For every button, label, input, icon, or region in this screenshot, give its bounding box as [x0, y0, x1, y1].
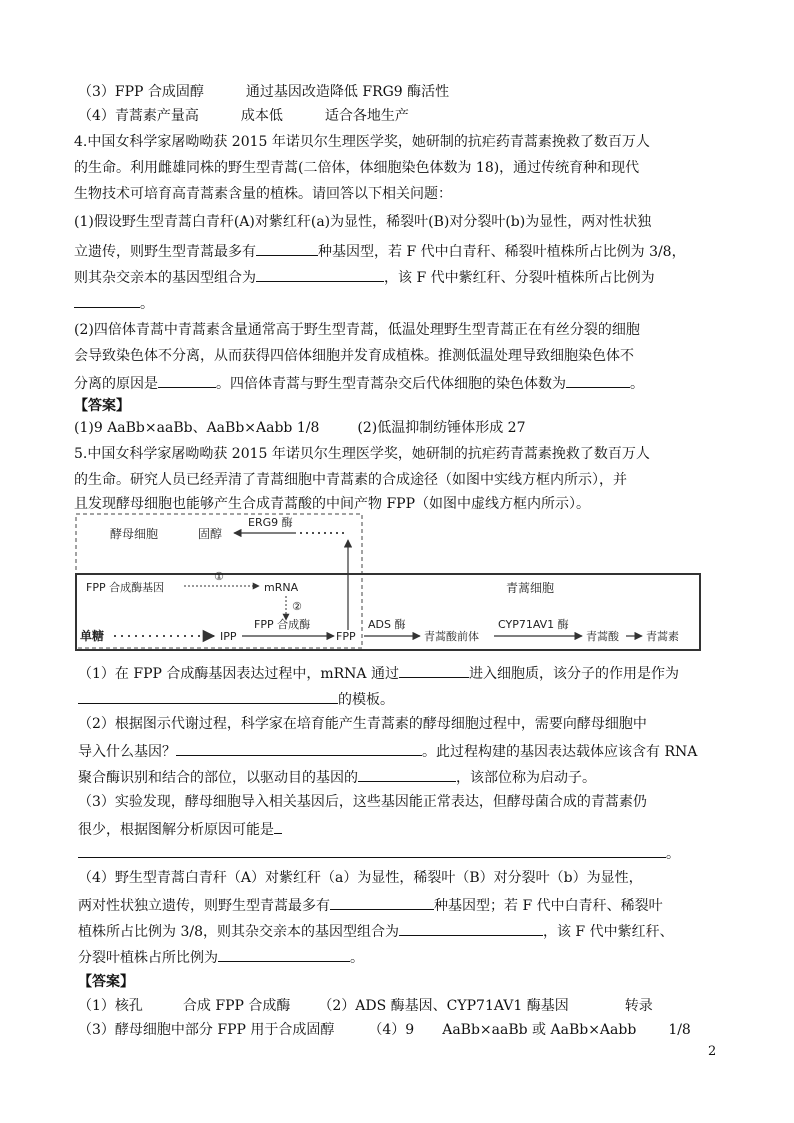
text: （3）酵母细胞中部分 FPP 用于合成固醇	[78, 1022, 335, 1038]
ipp-label: IPP	[220, 630, 237, 643]
text: ，该部位称为启动子。	[456, 770, 596, 786]
fpp-label: FPP	[336, 630, 356, 643]
monosaccharide-label: 单糖	[80, 629, 105, 643]
text: （2）ADS 酶基因、CYP71AV1 酶基因	[318, 998, 569, 1014]
q4-answer	[74, 418, 525, 438]
q4-stem-3: 生物技术可培育高青蒿素含量的植株。请回答以下相关问题：	[74, 186, 452, 202]
text: （1）核孔	[78, 998, 143, 1014]
q5-part4-4	[78, 946, 364, 968]
answer-blank[interactable]	[358, 766, 456, 782]
text: ，该 F 代中紫红秆、	[542, 924, 674, 940]
answer-line-4	[78, 106, 409, 126]
text: 分裂叶植株占所比例为	[78, 950, 218, 966]
q4-part2-1: (2)四倍体青蒿中青蒿素含量通常高于野生型青蒿，低温处理野生型青蒿正在有丝分裂的细胞	[74, 322, 640, 338]
q5-part3-2	[78, 818, 282, 840]
q5-part3-3	[78, 842, 680, 864]
q5-part1-1	[78, 662, 679, 684]
yeast-cell-label: 酵母细胞	[110, 527, 159, 541]
artemisinin-label: 青蒿素	[646, 630, 679, 643]
q5-stem-3: 且发现酵母细胞也能够产生合成青蒿酸的中间产物 FPP（如图中虚线方框内所示）。	[74, 496, 591, 512]
answer-line-3	[78, 82, 449, 102]
answer-blank[interactable]	[78, 842, 666, 858]
q5-part4-1: （4）野生型青蒿白青秆（A）对紫红秆（a）为显性，稀裂叶（B）对分裂叶（b）为显性，	[78, 870, 643, 886]
text: 进入细胞质，该分子的作用是作为	[469, 666, 679, 682]
q5-part3-1: （3）实验发现，酵母细胞导入相关基因后，这些基因能正常表达，但酵母菌合成的青蒿素仍	[78, 794, 647, 810]
text: 。此过程构建的基因表达载体应该含有 RNA	[422, 744, 698, 760]
text: 聚合酶识别和结合的部位，以驱动目的基因的	[78, 770, 358, 786]
text: 。四倍体青蒿与野生型青蒿杂交后代体细胞的染色体数为	[216, 376, 566, 392]
text: AaBb×aaBb 或 AaBb×Aabb	[442, 1022, 637, 1038]
q5-part1-2	[78, 688, 394, 710]
biosynthesis-pathway-diagram	[74, 512, 702, 652]
q4-stem-2: 的生命。利用雌雄同株的野生型青蒿(二倍体，体细胞染色体数为 18)，通过传统育种和现代	[74, 160, 640, 176]
text: （4）青蒿素产量高	[78, 108, 199, 124]
text: 很少，根据图解分析原因可能是	[78, 822, 274, 838]
answer-blank[interactable]	[399, 920, 543, 936]
text: 转录	[624, 998, 653, 1014]
fpp-gene-label: FPP 合成酶基因	[86, 581, 165, 594]
text: （3）FPP 合成固醇	[78, 84, 204, 100]
text: 种基因型；若 F 代中白青秆、稀裂叶	[434, 898, 663, 914]
text: （4）9	[368, 1022, 415, 1038]
text: 的模板。	[338, 692, 394, 708]
text: 通过基因改造降低 FRG9 酶活性	[245, 84, 450, 100]
text: 分离的原因是	[74, 376, 158, 392]
text: （1）在 FPP 合成酶基因表达过程中，mRNA 通过	[78, 666, 399, 682]
text: 成本低	[240, 108, 283, 124]
text: 。	[350, 950, 364, 966]
q5-part2-3	[78, 766, 596, 788]
answer-blank[interactable]	[158, 372, 216, 388]
q4-part1-2	[74, 240, 686, 262]
text: 两对性状独立遗传，则野生型青蒿最多有	[78, 898, 330, 914]
answer-blank[interactable]	[176, 740, 422, 756]
q4-part2-3	[74, 372, 644, 394]
mrna-label: mRNA	[264, 581, 299, 594]
answer-blank[interactable]	[78, 688, 338, 704]
q5-answer-2	[78, 1020, 691, 1040]
answer-blank[interactable]	[256, 266, 384, 282]
text: 立遗传，则野生型青蒿最多有	[74, 244, 256, 260]
text: 植株所占比例为 3/8，则其杂交亲本的基因型组合为	[78, 924, 399, 940]
text: 合成 FPP 合成酶	[182, 998, 291, 1014]
artemisia-cell-label: 青蒿细胞	[506, 581, 555, 595]
text: 。	[666, 846, 680, 862]
q5-part4-2	[78, 894, 663, 916]
q5-part2-1: （2）根据图示代谢过程，科学家在培育能产生青蒿素的酵母细胞过程中，需要向酵母细胞中	[78, 716, 647, 732]
artemisinic-acid-label: 青蒿酸	[586, 630, 619, 643]
answer-blank[interactable]	[274, 818, 282, 834]
answer-blank[interactable]	[74, 292, 140, 308]
text: 导入什么基因？	[78, 744, 176, 760]
q5-stem-1: 5.中国女科学家屠呦呦获 2015 年诺贝尔生理医学奖，她研制的抗疟药青蒿素挽救了数百万人	[74, 446, 650, 462]
text: 适合各地生产	[324, 108, 409, 124]
answer-heading: 【答案】	[74, 398, 130, 414]
text: 则其杂交亲本的基因型组合为	[74, 270, 256, 286]
answer-blank[interactable]	[256, 240, 318, 256]
page-number: 2	[708, 1044, 717, 1059]
q4-part1-3	[74, 266, 655, 288]
q5-stem-2: 的生命。研究人员已经弄清了青蒿细胞中青蒿素的合成途径（如图中实线方框内所示），并	[74, 472, 627, 488]
erg9-label: ERG9 酶	[248, 516, 293, 529]
precursor-label: 青蒿酸前体	[424, 630, 479, 643]
answer-blank[interactable]	[399, 662, 469, 678]
q5-part2-2	[78, 740, 697, 762]
step1-label: ①	[214, 570, 224, 583]
answer-blank[interactable]	[566, 372, 630, 388]
fpp-synthase-label: FPP 合成酶	[254, 618, 311, 631]
text: (2)低温抑制纺锤体形成 27	[357, 420, 526, 436]
ads-label: ADS 酶	[368, 618, 406, 631]
q5-answer-1	[78, 996, 653, 1016]
text: 种基因型，若 F 代中白青秆、稀裂叶植株所占比例为 3/8，	[318, 244, 686, 260]
q5-part4-3	[78, 920, 674, 942]
q4-part1-4	[74, 292, 154, 314]
text: 。	[140, 296, 154, 312]
text: 。	[630, 376, 644, 392]
cyp-label: CYP71AV1 酶	[498, 618, 569, 631]
q4-part2-2: 会导致染色体不分离，从而获得四倍体细胞并发育成植株。推测低温处理导致细胞染色体不	[74, 348, 634, 364]
q4-part1-1: (1)假设野生型青蒿白青秆(A)对紫红秆(a)为显性，稀裂叶(B)对分裂叶(b)为显性，两对性状独	[74, 214, 652, 230]
q4-stem-1: 4.中国女科学家屠呦呦获 2015 年诺贝尔生理医学奖，她研制的抗疟药青蒿素挽救了数百万人	[74, 134, 650, 150]
answer-blank[interactable]	[218, 946, 350, 962]
sterol-label: 固醇	[198, 527, 223, 541]
text: 1/8	[668, 1022, 691, 1038]
answer-heading: 【答案】	[78, 974, 134, 990]
step2-label: ②	[292, 600, 302, 613]
text: ，该 F 代中紫红秆、分裂叶植株所占比例为	[384, 270, 655, 286]
text: (1)9 AaBb×aaBb、AaBb×Aabb 1/8	[74, 420, 320, 436]
answer-blank[interactable]	[330, 894, 434, 910]
